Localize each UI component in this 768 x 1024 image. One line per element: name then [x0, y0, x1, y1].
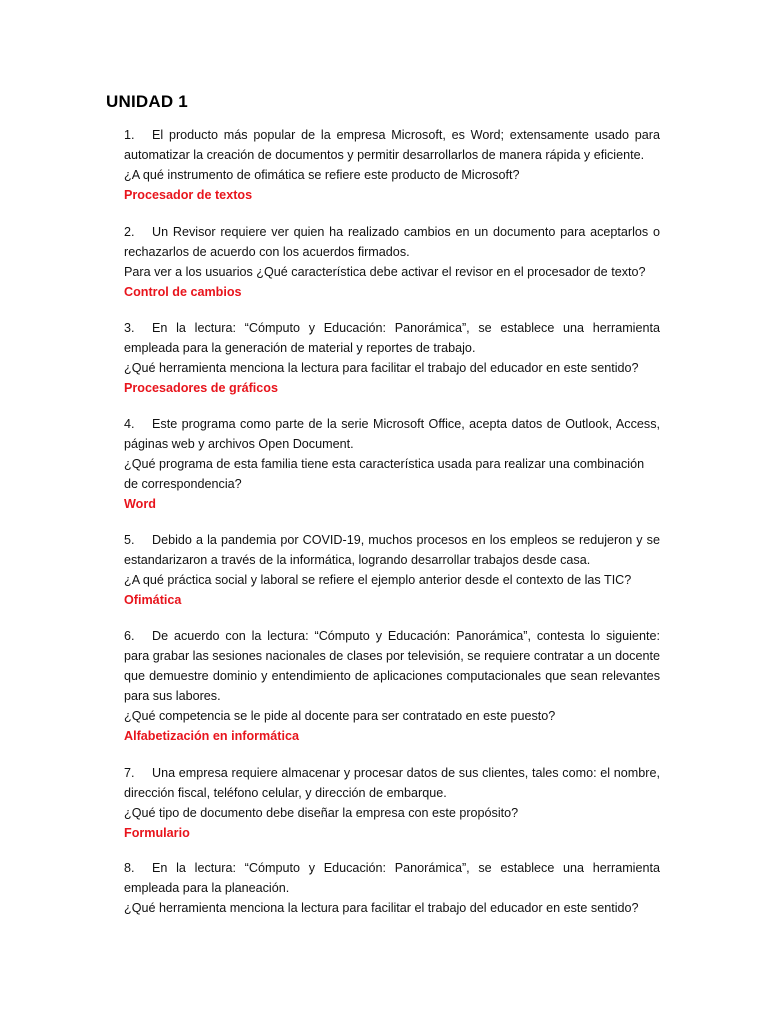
question-item-7 — [124, 763, 660, 843]
question-item-1 — [124, 125, 660, 205]
question-number: 1. — [124, 128, 135, 142]
question-item-8 — [124, 858, 660, 918]
question-statement: Una empresa requiere almacenar y procesar datos de sus clientes, tales como: el nombre, dirección fiscal, teléfono celular, y dirección de embarque. — [124, 766, 660, 800]
question-item-3 — [124, 318, 660, 398]
question-prompt: ¿Qué herramienta menciona la lectura para facilitar el trabajo del educador en este sentido? — [124, 361, 639, 375]
question-number: 5. — [124, 533, 135, 547]
question-statement: El producto más popular de la empresa Microsoft, es Word; extensamente usado para automatizar la creación de documentos y permitir desarrollarlos de manera rápida y eficiente. — [124, 128, 660, 162]
question-statement: Debido a la pandemia por COVID-19, muchos procesos en los empleos se redujeron y se estandarizaron a través de la informática, logrando desarrollar trabajos desde casa. — [124, 533, 660, 567]
question-statement: Un Revisor requiere ver quien ha realizado cambios en un documento para aceptarlos o rechazarlos de acuerdo con los acuerdos firmados. — [124, 225, 660, 259]
question-answer: Ofimática — [124, 593, 182, 607]
question-number: 6. — [124, 629, 135, 643]
question-item-4 — [124, 414, 660, 514]
question-number: 3. — [124, 321, 135, 335]
question-item-2 — [124, 222, 660, 302]
question-prompt: ¿A qué instrumento de ofimática se refiere este producto de Microsoft? — [124, 168, 520, 182]
question-answer: Word — [124, 497, 156, 511]
question-answer: Procesador de textos — [124, 188, 253, 202]
question-statement: Este programa como parte de la serie Microsoft Office, acepta datos de Outlook, Access, páginas web y archivos Open Document. — [124, 417, 660, 451]
question-number: 4. — [124, 417, 135, 431]
question-number: 7. — [124, 766, 135, 780]
question-number: 2. — [124, 225, 135, 239]
question-item-5 — [124, 530, 660, 610]
question-prompt: ¿Qué tipo de documento debe diseñar la empresa con este propósito? — [124, 806, 519, 820]
question-statement: De acuerdo con la lectura: “Cómputo y Educación: Panorámica”, contesta lo siguiente: para grabar las sesiones nacionales de clases por televisión, se requiere contratar a un docente que demuestre dominio y entendimiento de aplicaciones computacionales que sean relevantes para sus labores. — [124, 629, 660, 703]
question-statement: En la lectura: “Cómputo y Educación: Panorámica”, se establece una herramienta empleada para la generación de material y reportes de trabajo. — [124, 321, 660, 355]
question-statement: En la lectura: “Cómputo y Educación: Panorámica”, se establece una herramienta empleada para la planeación. — [124, 861, 660, 895]
question-number: 8. — [124, 861, 135, 875]
question-prompt: ¿A qué práctica social y laboral se refiere el ejemplo anterior desde el contexto de las TIC? — [124, 573, 632, 587]
question-prompt: ¿Qué competencia se le pide al docente para ser contratado en este puesto? — [124, 709, 556, 723]
question-prompt: Para ver a los usuarios ¿Qué característica debe activar el revisor en el procesador de texto? — [124, 265, 646, 279]
question-answer: Alfabetización en informática — [124, 729, 299, 743]
question-answer: Control de cambios — [124, 285, 242, 299]
page-title: UNIDAD 1 — [106, 92, 188, 111]
question-answer: Formulario — [124, 826, 190, 840]
question-item-6 — [124, 626, 660, 746]
question-prompt: ¿Qué programa de esta familia tiene esta característica usada para realizar una combinación de correspondencia? — [124, 457, 645, 491]
question-prompt: ¿Qué herramienta menciona la lectura para facilitar el trabajo del educador en este sentido? — [124, 901, 639, 915]
question-answer: Procesadores de gráficos — [124, 381, 278, 395]
